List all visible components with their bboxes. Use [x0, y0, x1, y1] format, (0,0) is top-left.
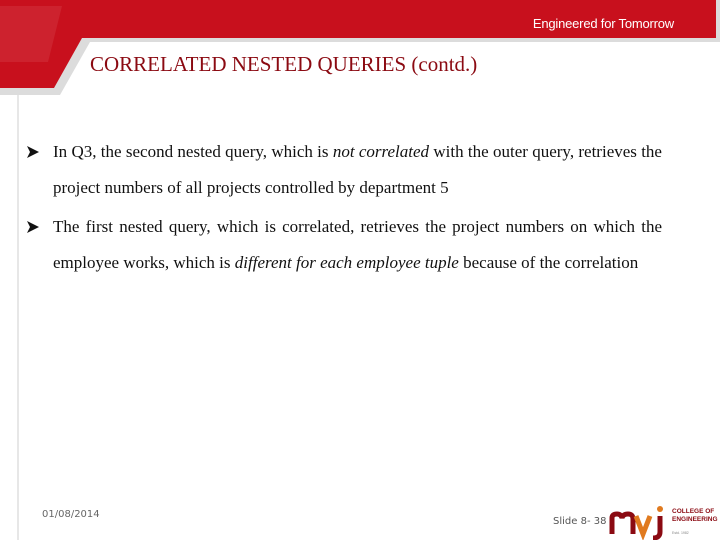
left-divider [17, 95, 19, 540]
bullet-item [26, 134, 662, 206]
mvj-logo-mark [608, 504, 670, 540]
bullet-text: because of the correlation [458, 253, 639, 272]
bullet-text: In Q3, the second nested query, which is [53, 142, 333, 161]
bullet-item [26, 209, 662, 281]
bullet-emphasis: not correlated [332, 142, 430, 161]
bullet-list [26, 134, 662, 281]
footer-date: 01/08/2014 [42, 509, 100, 520]
arrow-bullet-icon [26, 134, 46, 170]
slide-number: Slide 8- 38 [553, 516, 607, 527]
header-tagline: Engineered for Tomorrow [532, 16, 674, 31]
logo-text: COLLEGE OF ENGINEERING [672, 508, 718, 523]
bullet-emphasis: different for each employee tuple [234, 253, 459, 272]
header-band [0, 0, 720, 95]
slide-title: CORRELATED NESTED QUERIES (contd.) [90, 52, 478, 76]
bullet-text: with the outer query, retrieves the project numbers of all projects controlled by department 5 [53, 142, 662, 197]
header-shape [0, 0, 720, 95]
college-logo [608, 504, 720, 540]
arrow-bullet-icon [26, 209, 46, 245]
bullet-text: The first nested query, which is correlated, retrieves the project numbers on which the employee works, which is [53, 217, 662, 272]
logo-tagline: Estd. 1982 [672, 531, 689, 535]
